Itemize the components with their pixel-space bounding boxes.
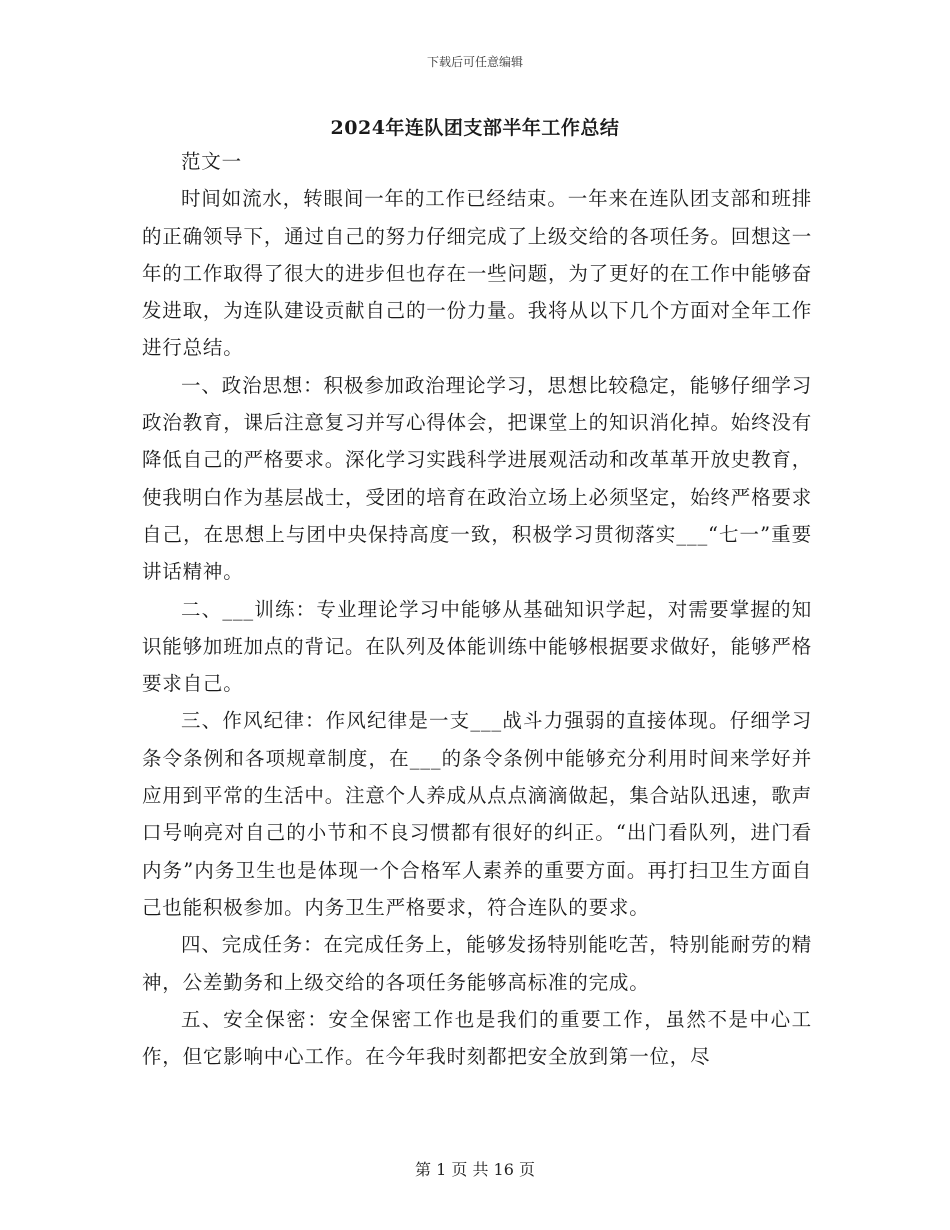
header-note: 下载后可任意编辑: [426, 55, 523, 69]
page-footer: 第 1 页 共 16 页: [415, 1160, 535, 1179]
paragraph-intro: 时间如流水，转眼间一年的工作已经结束。一年来在连队团支部和班排的正确领导下，通过自己的努力仔细完成了上级交给的各项任务。回想这一年的工作取得了很大的进步但也存在一些问题，为了更好的在工作中能够奋发进取，为连队建设贡献自己的一份力量。我将从以下几个方面对全年工作进行总结。: [142, 187, 812, 360]
paragraph-training: 二、___训练：专业理论学习中能够从基础知识学起，对需要掌握的知识能够加班加点的背记。在队列及体能训练中能够根据要求做好，能够严格要求自己。: [142, 597, 812, 696]
paragraph-discipline: 三、作风纪律：作风纪律是一支___战斗力强弱的直接体现。仔细学习条令条例和各项规章制度，在___的条令条例中能够充分利用时间来学好并应用到平常的生活中。注意个人养成从点点滴滴做起，集合站队迅速，歌声口号响亮对自己的小节和不良习惯都有很好的纠正。“出门看队列，进门看内务”内务卫生也是体现一个合格军人素养的重要方面。再打扫卫生方面自己也能积极参加。内务卫生严格要求，符合连队的要求。: [142, 709, 812, 919]
paragraph-label: 范文一: [181, 150, 242, 173]
paragraph-tasks: 四、完成任务：在完成任务上，能够发扬特别能吃苦，特别能耐劳的精神，公差勤务和上级交给的各项任务能够高标准的完成。: [142, 933, 812, 994]
paragraph-politics: 一、政治思想：积极参加政治理论学习，思想比较稳定，能够仔细学习政治教育，课后注意复习并写心得体会，把课堂上的知识消化掉。始终没有降低自己的严格要求。深化学习实践科学进展观活动和改革革开放史教育，使我明白作为基层战士，受团的培育在政治立场上必须坚定，始终严格要求自己，在思想上与团中央保持高度一致，积极学习贯彻落实___“七一”重要讲话精神。: [142, 373, 812, 584]
paragraph-security: 五、安全保密：安全保密工作也是我们的重要工作，虽然不是中心工作，但它影响中心工作。在今年我时刻都把安全放到第一位，尽: [142, 1007, 812, 1069]
document-body: [142, 143, 812, 1075]
document-title: 2024年连队团支部半年工作总结: [330, 117, 620, 139]
